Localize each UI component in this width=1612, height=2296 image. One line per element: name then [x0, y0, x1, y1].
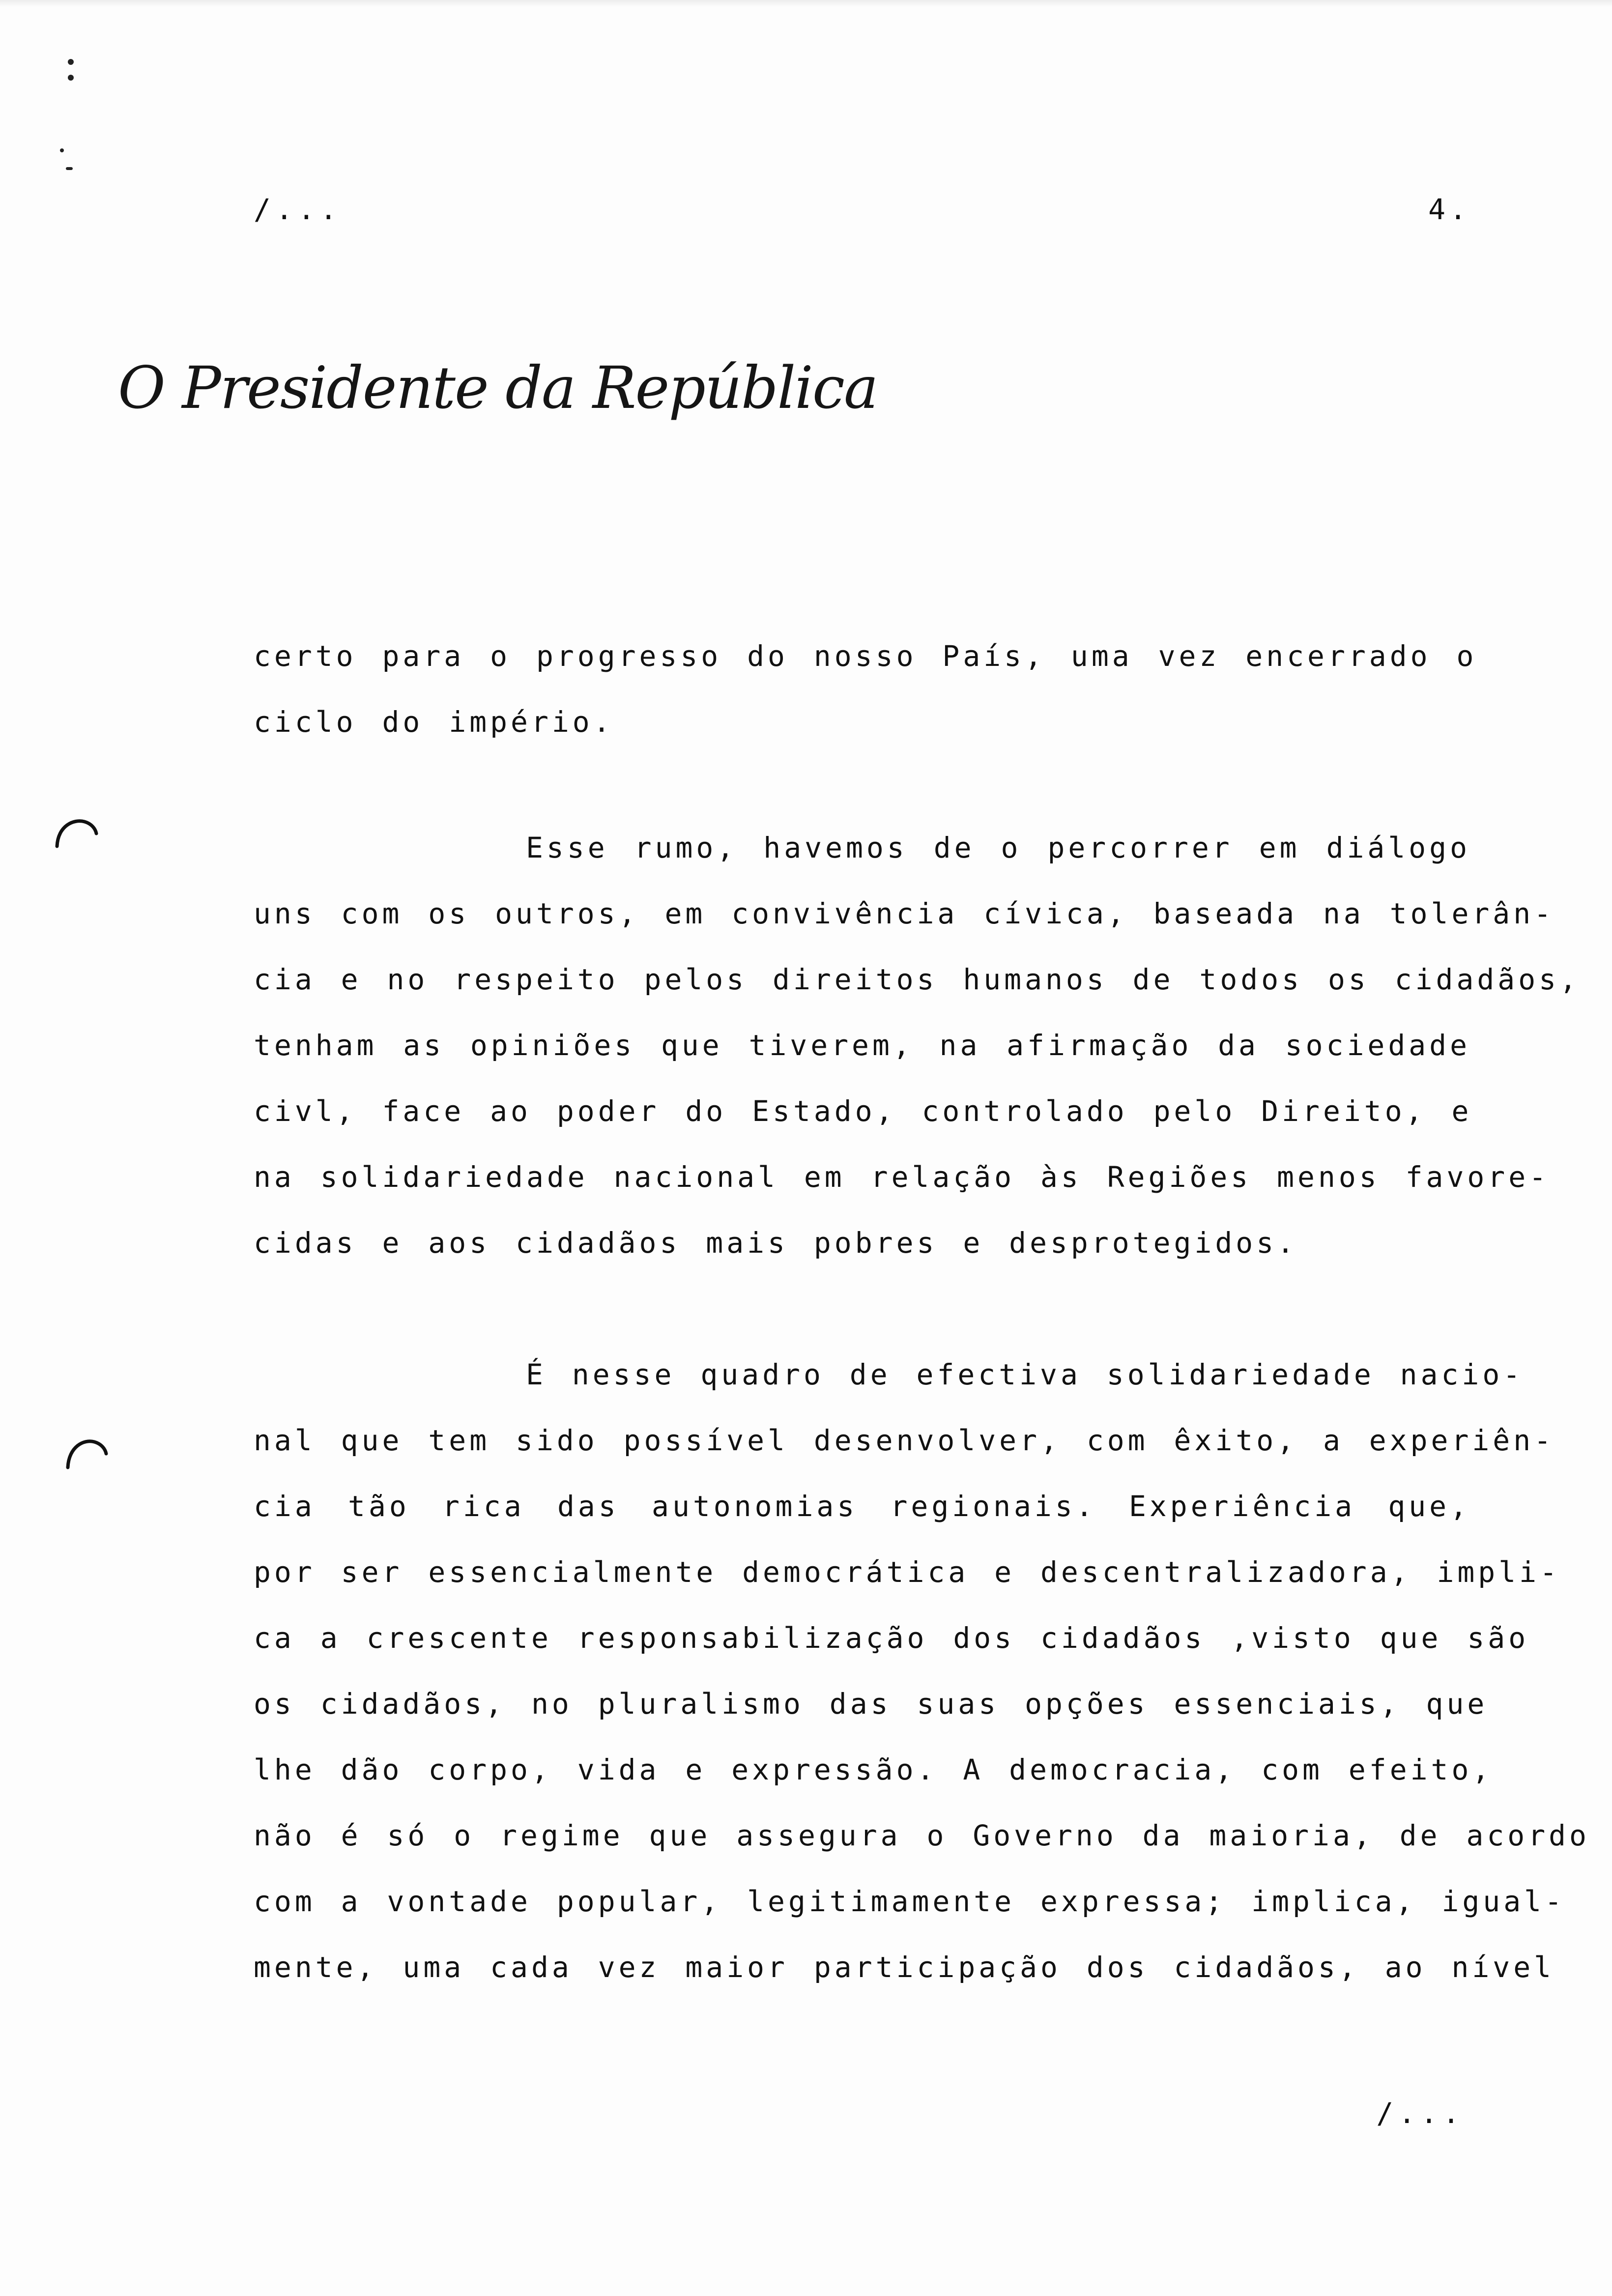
- binder-mark: [66, 167, 73, 170]
- text-line: ciclo do império.: [254, 705, 614, 739]
- text-line: cia tão rica das autonomias regionais. Experiência que,: [254, 1490, 1470, 1523]
- scan-edge: [0, 0, 1612, 7]
- text-line: lhe dão corpo, vida e expressão. A democracia, com efeito,: [254, 1753, 1493, 1786]
- text-line: tenham as opiniões que tiverem, na afirmação da sociedade: [254, 1029, 1470, 1062]
- text-line: não é só o regime que assegura o Governo da maioria, de acordo: [254, 1819, 1590, 1852]
- text-line: por ser essencialmente democrática e descentralizadora, impli-: [254, 1555, 1560, 1589]
- paragraph-3: [254, 1342, 1590, 2000]
- text-line: cidas e aos cidadãos mais pobres e desprotegidos.: [254, 1226, 1298, 1260]
- binder-mark: [68, 75, 74, 81]
- letterhead-logo: [113, 344, 878, 437]
- svg-text:O Presidente da República: O Presidente da República: [118, 354, 878, 422]
- text-line: uns com os outros, em convivência cívica, baseada na tolerân-: [254, 897, 1555, 930]
- text-line: mente, uma cada vez maior participação dos cidadãos, ao nível: [254, 1951, 1555, 1984]
- text-line: na solidariedade nacional em relação às Regiões menos favore-: [254, 1160, 1550, 1194]
- page-number: 4.: [1428, 193, 1470, 226]
- text-line: cia e no respeito pelos direitos humanos de todos os cidadãos,: [254, 963, 1580, 996]
- text-line: certo para o progresso do nosso País, uma vez encerrado o: [254, 639, 1477, 673]
- text-line: civl, face ao poder do Estado, controlado pelo Direito, e: [254, 1094, 1472, 1128]
- binder-mark: [60, 148, 64, 152]
- text-line: Esse rumo, havemos de o percorrer em diálogo: [526, 831, 1470, 864]
- paragraph-2: [254, 815, 1580, 1276]
- binder-mark: [68, 59, 74, 65]
- footer-continuation-mark: /...: [1376, 2096, 1465, 2130]
- punch-hole-icon: [64, 1435, 109, 1469]
- text-line: os cidadãos, no pluralismo das suas opções essenciais, que: [254, 1687, 1488, 1721]
- header-continuation-mark: /...: [254, 193, 342, 226]
- text-line: É nesse quadro de efectiva solidariedade nacio-: [526, 1358, 1524, 1391]
- text-line: nal que tem sido possível desenvolver, com êxito, a experiên-: [254, 1424, 1555, 1457]
- punch-hole-icon: [54, 816, 99, 850]
- paragraph-1: [254, 623, 1477, 755]
- text-line: ca a crescente responsabilização dos cidadãos ,visto que são: [254, 1621, 1529, 1655]
- text-line: com a vontade popular, legitimamente expressa; implica, igual-: [254, 1885, 1565, 1918]
